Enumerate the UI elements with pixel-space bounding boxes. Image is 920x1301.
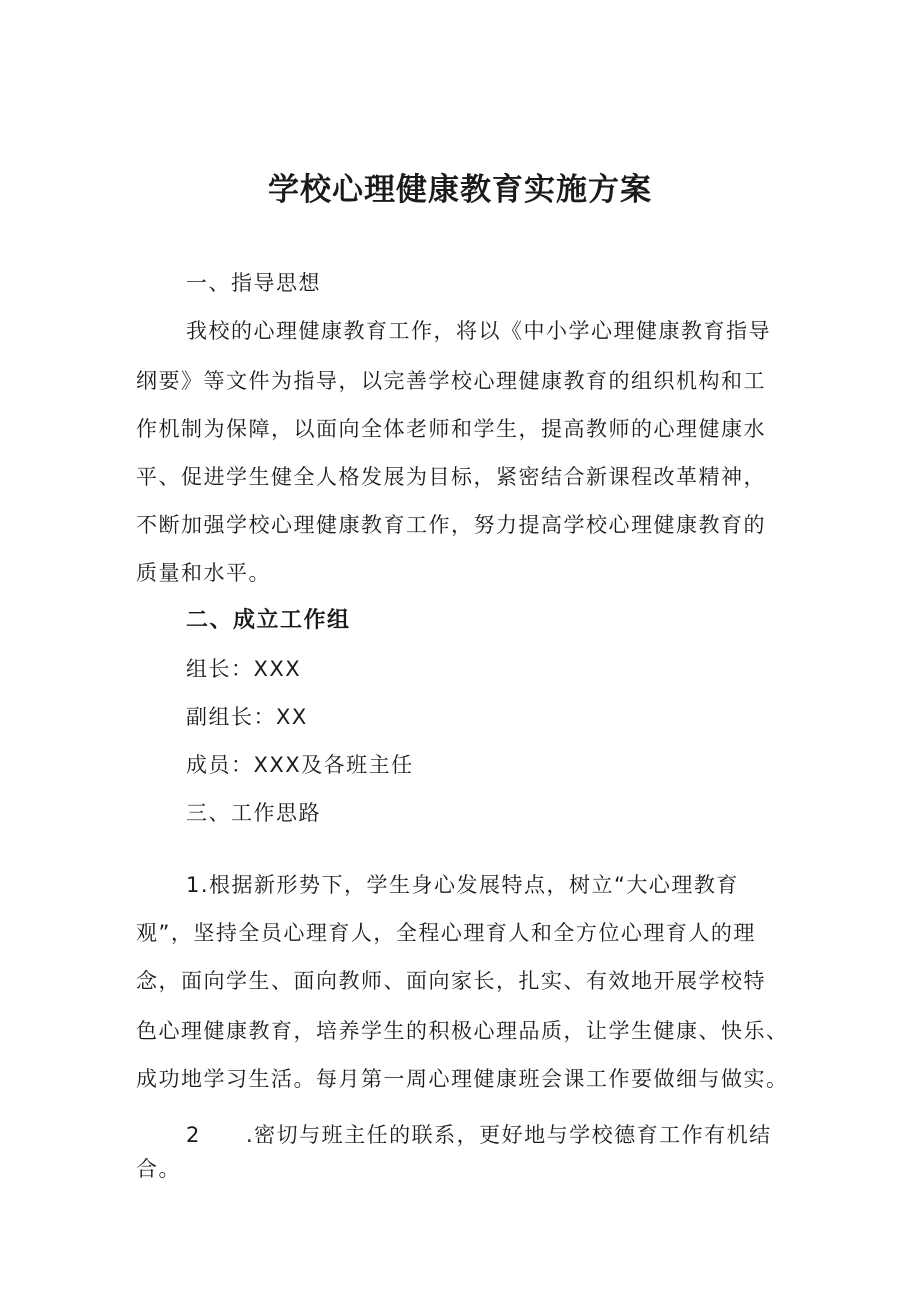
section-heading-guiding-ideology: 一、指导思想 [186,271,321,295]
item-1-line: 念，面向学生、面向教师、面向家长，扎实、有效地开展学校特 [136,969,766,993]
paragraph-line: 不断加强学校心理健康教育工作，努力提高学校心理健康教育的 [136,513,766,537]
group-deputy-leader: 副组长：XX [186,705,308,729]
item-1-line: 成功地学习生活。每月第一周心理健康班会课工作要做细与做实。 [136,1067,789,1091]
item-2-line: 合。 [136,1157,181,1181]
paragraph-line: 纲要》等文件为指导，以完善学校心理健康教育的组织机构和工 [136,369,766,393]
paragraph-line: 质量和水平。 [136,561,271,585]
item-1-line: 1.根据新形势下，学生身心发展特点，树立“大心理教育 [186,873,739,897]
section-heading-working-group: 二、成立工作组 [186,608,351,633]
paragraph-line: 作机制为保障，以面向全体老师和学生，提高教师的心理健康水 [136,417,766,441]
item-1-line: 观”，坚持全员心理育人，全程心理育人和全方位心理育人的理 [136,921,756,945]
paragraph-line: 平、促进学生健全人格发展为目标，紧密结合新课程改革精神， [136,465,766,489]
item-1-line: 色心理健康教育，培养学生的积极心理品质，让学生健康、快乐、 [136,1019,789,1043]
item-2-number: 2 [186,1123,201,1147]
document-title: 学校心理健康教育实施方案 [268,172,652,208]
section-heading-working-approach: 三、工作思路 [186,801,321,825]
group-members: 成员：XXX及各班主任 [186,753,414,777]
item-2-line: .密切与班主任的联系，更好地与学校德育工作有机结 [246,1123,772,1147]
paragraph-line: 我校的心理健康教育工作，将以《中小学心理健康教育指导 [186,319,771,343]
group-leader: 组长：XXX [186,657,302,681]
